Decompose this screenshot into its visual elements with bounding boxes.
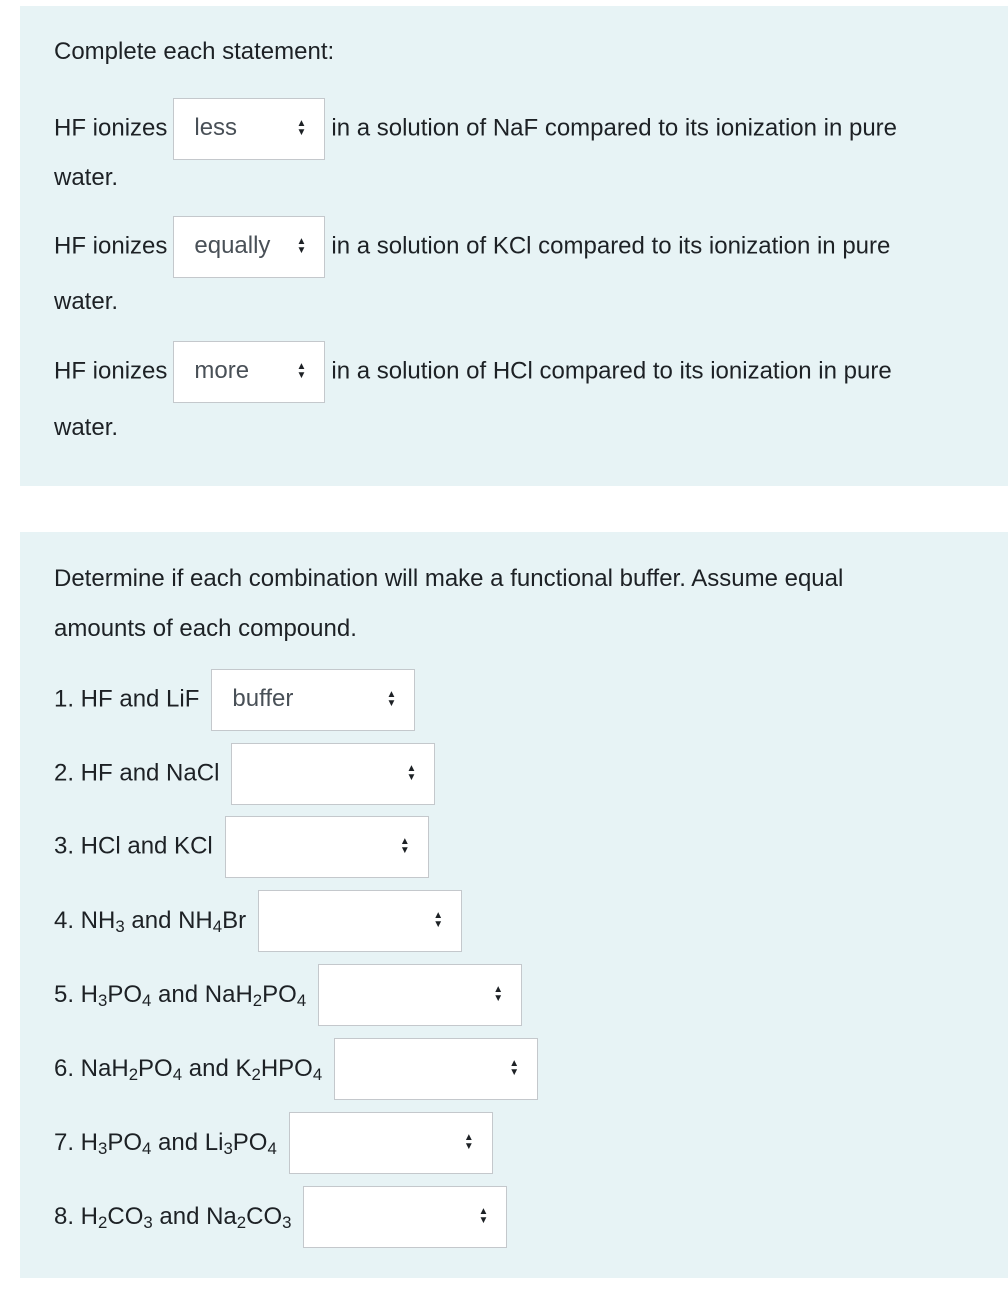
buffer-item-8	[54, 1185, 513, 1247]
buffer-item-7-select[interactable]	[289, 1112, 493, 1174]
buffer-item-8-select[interactable]	[303, 1186, 507, 1248]
statement-1-tail: water.	[54, 164, 119, 191]
buffer-item-label: 7. $H_3PO_4$ and $Li_3PO_4$	[54, 1128, 277, 1158]
up-down-arrows-icon: ▲ ▼	[463, 1131, 474, 1152]
buffer-item-4-select[interactable]	[258, 890, 462, 952]
up-down-arrows-icon: ▲ ▼	[386, 688, 397, 709]
statement-suffix: in a solution of NaF compared to its ionization in pure	[331, 114, 898, 142]
statement-2	[54, 215, 890, 277]
buffer-item-3	[54, 815, 435, 877]
statement-prefix: HF ionizes	[54, 357, 168, 385]
section1-heading: Complete each statement:	[54, 38, 335, 65]
up-down-arrows-icon: ▲ ▼	[399, 835, 410, 856]
buffer-item-5-select[interactable]	[318, 964, 522, 1026]
buffer-item-2-select[interactable]	[231, 743, 435, 805]
up-down-arrows-icon: ▲ ▼	[296, 117, 307, 138]
buffer-item-2	[54, 742, 441, 804]
section2-heading-line2: amounts of each compound.	[54, 615, 357, 642]
up-down-arrows-icon: ▲ ▼	[296, 360, 307, 381]
buffer-item-6-select[interactable]	[334, 1038, 538, 1100]
buffer-item-5	[54, 963, 528, 1025]
up-down-arrows-icon: ▲ ▼	[509, 1057, 520, 1078]
up-down-arrows-icon: ▲ ▼	[493, 983, 504, 1004]
buffer-item-1	[54, 668, 421, 730]
section2-heading-line1: Determine if each combination will make a functional buffer. Assume equal	[54, 565, 844, 592]
buffer-item-label: 1. HF and LiF	[54, 685, 200, 713]
statement-3	[54, 340, 892, 402]
buffer-item-label: 5. $H_3PO_4$ and $NaH_2PO_4$	[54, 980, 307, 1010]
statements-panel	[20, 6, 1008, 486]
statement-suffix: in a solution of HCl compared to its ionization in pure	[331, 357, 892, 385]
up-down-arrows-icon: ▲ ▼	[433, 909, 444, 930]
buffer-panel	[20, 532, 1008, 1278]
buffer-item-7	[54, 1111, 499, 1173]
buffer-item-label: 8. $H_2CO_3$ and $Na_2CO_3$	[54, 1202, 292, 1232]
statement-3-tail: water.	[54, 414, 119, 441]
up-down-arrows-icon: ▲ ▼	[406, 762, 417, 783]
buffer-item-4	[54, 889, 468, 951]
buffer-item-label: 6. $NaH_2PO_4$ and $K_2HPO_4$	[54, 1054, 323, 1084]
buffer-item-1-select[interactable]: buffer ▲ ▼	[211, 669, 415, 731]
up-down-arrows-icon: ▲ ▼	[478, 1205, 489, 1226]
buffer-item-label: 4. $NH_3$ and $NH_4Br$	[54, 906, 247, 936]
statement-prefix: HF ionizes	[54, 114, 168, 142]
statement-2-select[interactable]: equally ▲ ▼	[173, 216, 325, 278]
buffer-item-label: 3. HCl and KCl	[54, 832, 213, 860]
statement-2-tail: water.	[54, 288, 119, 315]
buffer-item-6	[54, 1037, 544, 1099]
statement-1-select[interactable]: less ▲ ▼	[173, 98, 325, 160]
buffer-item-3-select[interactable]	[225, 816, 429, 878]
up-down-arrows-icon: ▲ ▼	[296, 235, 307, 256]
statement-1	[54, 97, 897, 159]
statement-suffix: in a solution of KCl compared to its ionization in pure	[331, 232, 891, 260]
buffer-item-label: 2. HF and NaCl	[54, 759, 220, 787]
statement-prefix: HF ionizes	[54, 232, 168, 260]
statement-3-select[interactable]: more ▲ ▼	[173, 341, 325, 403]
